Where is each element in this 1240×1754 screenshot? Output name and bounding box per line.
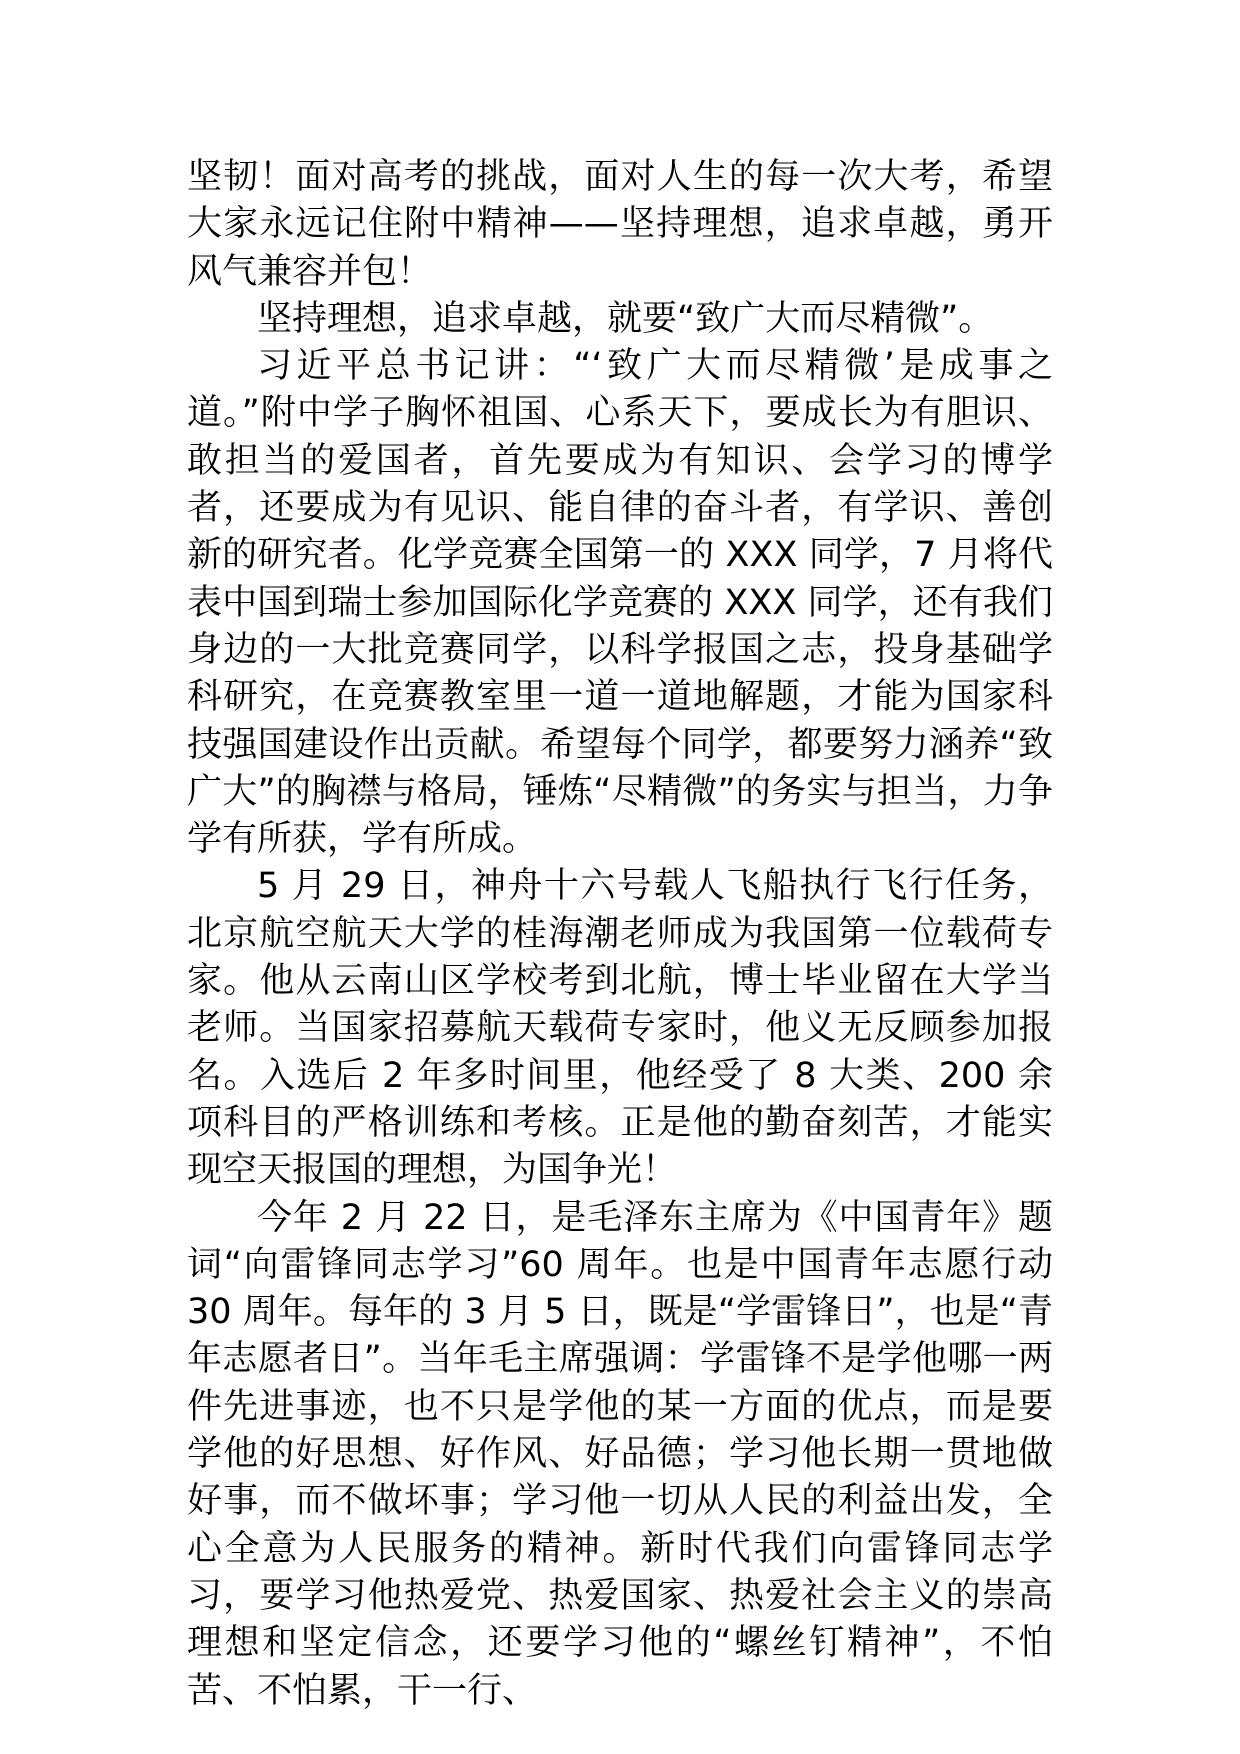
paragraph-continued: 坚韧！面对高考的挑战，面对人生的每一次大考，希望大家永远记住附中精神——坚持理想，追求卓越，勇开风气兼容并包！ (187, 157, 1053, 292)
paragraph-thesis: 坚持理想，追求卓越，就要“致广大而尽精微”。 (257, 298, 994, 339)
paragraph-leifeng: 今年 2 月 22 日，是毛泽东主席为《中国青年》题词“向雷锋同志学习”60 周年。也是中国青年志愿行动 30 周年。每年的 3 月 5 日，既是“学雷锋日”，也是“青年志愿者日”。当年毛主席强调：学雷锋不是学他哪一两件先进事迹，也不只是学他的某一方面的优点，而是要学他的好思想、好作风、好品德；学习他长期一贯地做好事，而不做坏事；学习他一切从人民的利益出发，全心全意为人民服务的精神。新时代我们向雷锋同志学习，要学习他热爱党、热爱国家、热爱社会主义的崇高理想和坚定信念，还要学习他的“螺丝钉精神”，不怕苦、不怕累，干一行、 (187, 1197, 1053, 1711)
paragraph-quote: 习近平总书记讲：“‘致广大而尽精微’是成事之道。”附中学子胸怀祖国、心系天下，要成长为有胆识、敢担当的爱国者，首先要成为有知识、会学习的博学者，还要成为有见识、能自律的奋斗者，有学识、善创新的研究者。化学竞赛全国第一的 XXX 同学，7 月将代表中国到瑞士参加国际化学竞赛的 XXX 同学，还有我们身边的一大批竞赛同学，以科学报国之志，投身基础学科研究，在竞赛教室里一道一道地解题，才能为国家科技强国建设作出贡献。希望每个同学，都要努力涵养“致广大”的胸襟与格局，锤炼“尽精微”的务实与担当，力争学有所获，学有所成。 (187, 346, 1053, 860)
paragraph-astronaut: 5 月 29 日，神舟十六号载人飞船执行飞行任务，北京航空航天大学的桂海潮老师成为我国第一位载荷专家。他从云南山区学校考到北航，博士毕业留在大学当老师。当国家招募航天载荷专家时，他义无反顾参加报名。入选后 2 年多时间里，他经受了 8 大类、200 余项科目的严格训练和考核。正是他的勤奋刻苦，才能实现空天报国的理想，为国争光！ (187, 866, 1053, 1191)
body-text (187, 154, 1053, 1715)
